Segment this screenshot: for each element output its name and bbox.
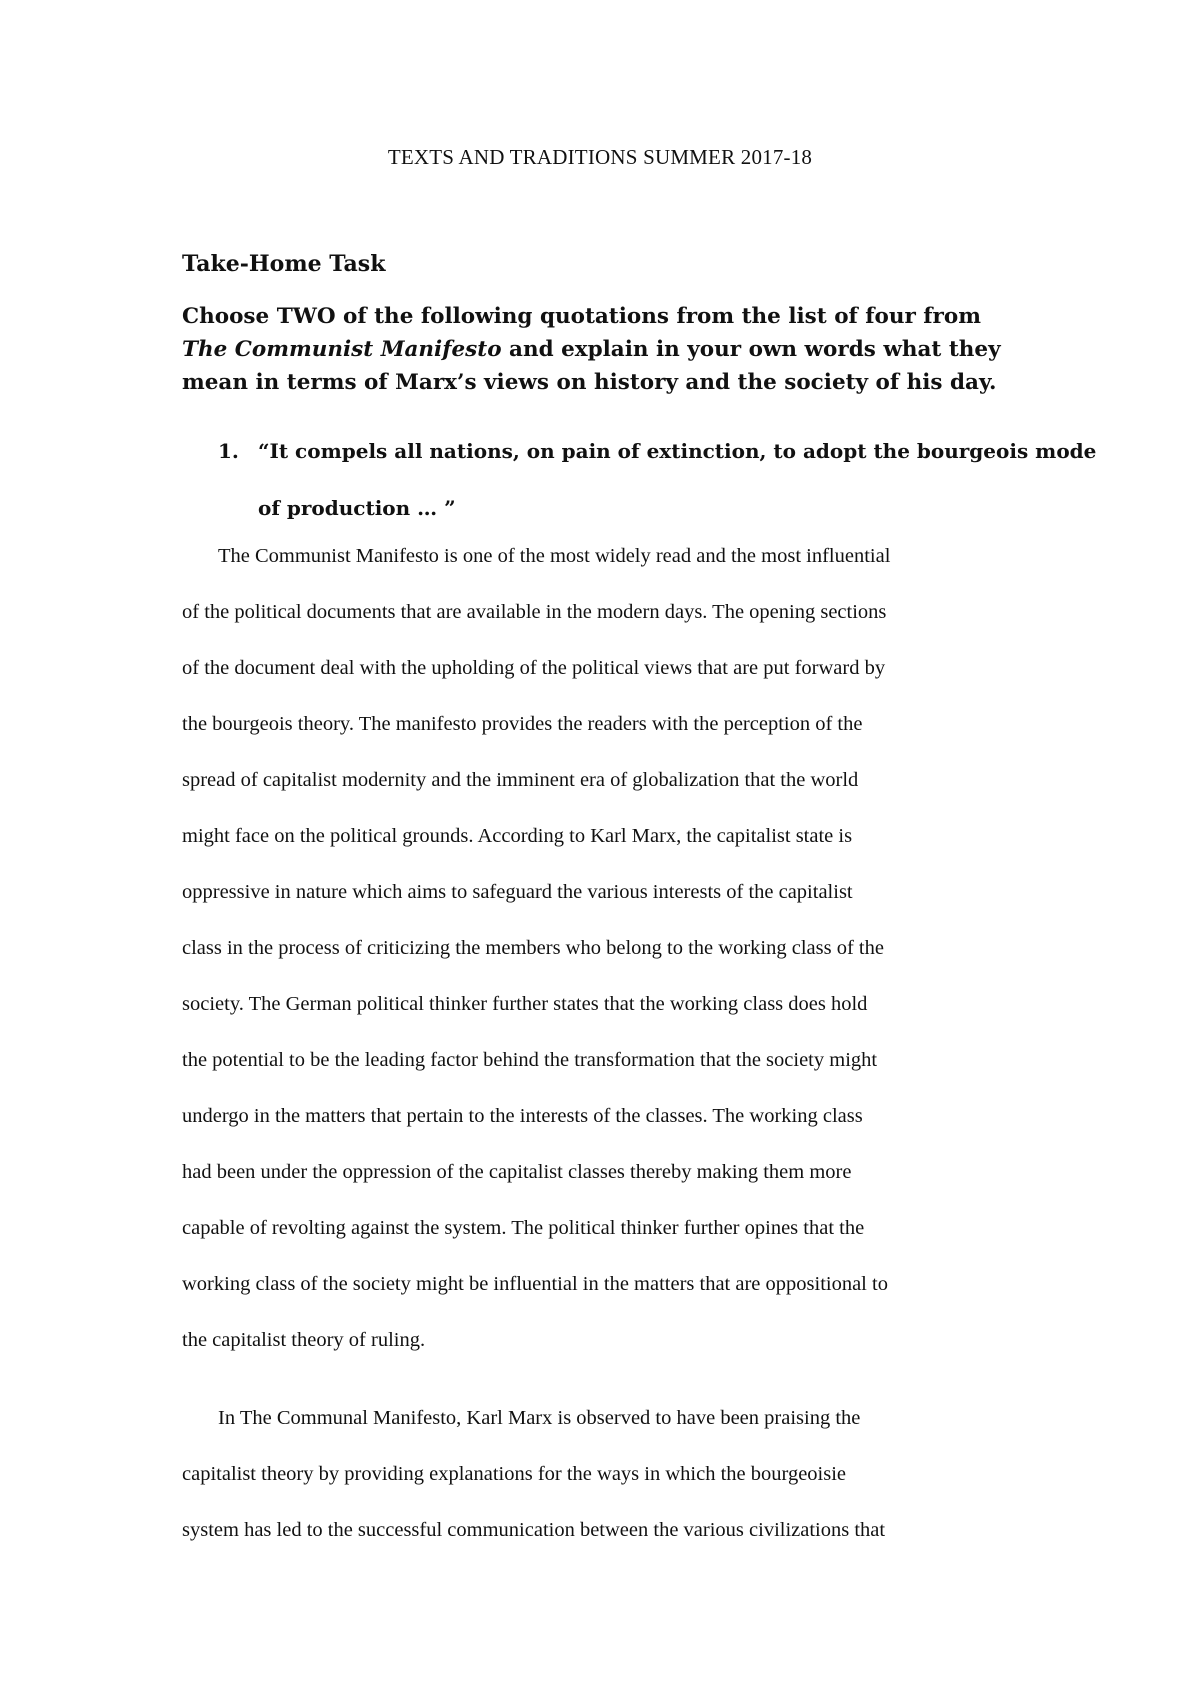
quotation-line-2: of production … ” xyxy=(258,496,456,520)
quotation-item-1 xyxy=(218,423,1097,537)
paragraph-line: might face on the political grounds. According to Karl Marx, the capitalist state is xyxy=(182,825,853,847)
instructions-line-3: mean in terms of Marx’s views on history and the society of his day. xyxy=(182,370,997,395)
paragraph-line: the potential to be the leading factor behind the transformation that the society might xyxy=(182,1049,878,1071)
body-paragraph-2 xyxy=(182,1390,1032,1558)
paragraph-line: capable of revolting against the system. The political thinker further opines that the xyxy=(182,1217,865,1239)
paragraph-line: undergo in the matters that pertain to the interests of the classes. The working class xyxy=(182,1105,863,1127)
document-title: TEXTS AND TRADITIONS SUMMER 2017-18 xyxy=(387,145,813,169)
paragraph-line: had been under the oppression of the capitalist classes thereby making them more xyxy=(182,1161,852,1183)
paragraph-line: of the political documents that are available in the modern days. The opening sections xyxy=(182,601,887,623)
task-instructions xyxy=(182,300,1022,399)
paragraph-line: society. The German political thinker further states that the working class does hold xyxy=(182,993,868,1015)
paragraph-line: In The Communal Manifesto, Karl Marx is observed to have been praising the xyxy=(218,1407,861,1429)
paragraph-line: system has led to the successful communication between the various civilizations that xyxy=(182,1519,886,1541)
instructions-line-2 xyxy=(182,333,1022,366)
paragraph-line: the capitalist theory of ruling. xyxy=(182,1329,426,1351)
body-paragraph-1 xyxy=(182,528,1032,1368)
instructions-line-1: Choose TWO of the following quotations from the list of four from xyxy=(182,304,981,329)
paragraph-line: spread of capitalist modernity and the imminent era of globalization that the world xyxy=(182,769,859,791)
paragraph-line: class in the process of criticizing the members who belong to the working class of the xyxy=(182,937,884,959)
paragraph-line: capitalist theory by providing explanations for the ways in which the bourgeoisie xyxy=(182,1463,847,1485)
paragraph-line: the bourgeois theory. The manifesto provides the readers with the perception of the xyxy=(182,713,863,735)
paragraph-line: of the document deal with the upholding of the political views that are put forward by xyxy=(182,657,886,679)
quotation-number: 1. xyxy=(218,439,239,463)
paragraph-line: working class of the society might be influential in the matters that are oppositional to xyxy=(182,1273,888,1295)
task-heading: Take-Home Task xyxy=(182,251,386,277)
quotation-line-1: “It compels all nations, on pain of extinction, to adopt the bourgeois mode xyxy=(258,439,1097,463)
paragraph-line: oppressive in nature which aims to safeguard the various interests of the capitalist xyxy=(182,881,853,903)
paragraph-line: The Communist Manifesto is one of the most widely read and the most influential xyxy=(218,545,891,567)
instructions-line-2-rest: and explain in your own words what they xyxy=(501,337,1001,362)
manifesto-title-italic: The Communist Manifesto xyxy=(182,337,502,362)
